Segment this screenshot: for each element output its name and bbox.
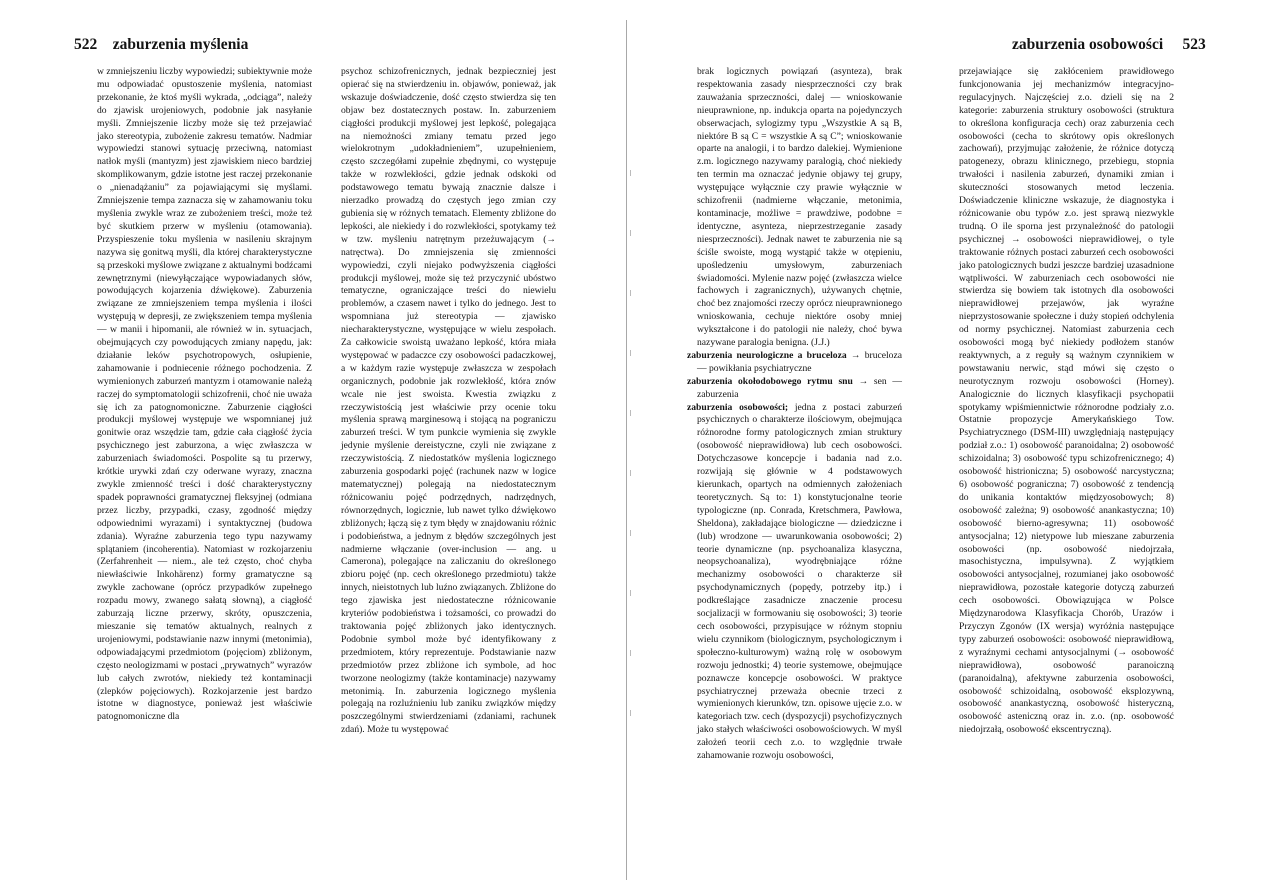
- gutter-marks: [630, 170, 631, 770]
- left-head-title: zaburzenia myślenia: [112, 36, 249, 53]
- entry-headword: zaburzenia osobowości;: [687, 401, 789, 413]
- right-column-2-text: przejawiające się zakłóceniem prawidłowego funkcjonowania jej mechanizmów integracyjno-regulacyjnych. Najczęściej z.o. dzieli się na 2 kategorie: zaburzenia struktury osobowości (struktura to określona konfiguracja cech) oraz zaburzenia cech osobowości (cecha to skrótowy opis określonych zachowań), przyjmując założenie, że różnice dotyczą patogenezy, obrazu klinicznego, przebiegu, stopnia trwałości i nasilenia zaburzeń, dynamiki zmian i skuteczności stosowanych metod leczenia. Doświadczenie kliniczne wskazuje, że diagnostyka i różnicowanie obu typów z.o. jest sprawą niezwykle trudną. O ile sporna jest przynależność do patologii psychicznej → osobowości nieprawidłowej, o tyle traktowanie różnych postaci zaburzeń cech osobowości jako patologicznych budzi jeszcze bardziej uzasadnione wątpliwości. W zaburzeniach cech osobowości nie stwierdza się bowiem tak istotnych dla osobowości nieprawidłowej przejawów, jak wyraźne nieprzystosowanie społeczne i duży stopień odchylenia od normy psychicznej. Natomiast zaburzenia cech osobowości mogą być niekiedy podłożem stanów reaktywnych, a z reguły są ważnym czynnikiem w powstawaniu nerwic, stąd mówi się często o neurotycznym rozwoju osobowości (Horney). Analogicznie do licznych klasyfikacji psychopatii spotykamy wpiśmiennictwie różnorodne podziały z.o. Ostatnie propozycje Amerykańskiego Tow. Psychiatrycznego (DSM-III) uwzględniają następujący podział z.o.: 1) osobowość paranoidalna; 2) osobowość schizoidalna; 3) osobowość typu schizofrenicznego; 4) osobowość histrioniczna; 5) osobowość narcystyczna; 6) osobowość pograniczna; 7) osobowość z tendencją do unikania kontaktów międzyosobowych; 8) osobowość zależna; 9) osobowość anankastyczna; 10) osobowość bierno-agresywna; 11) osobowość antysocjalna; 12) nietypowe lub mieszane zaburzenia osobowości (np. osobowość niedojrzała, masochistyczna, impulsywna). Z wyjątkiem osobowości antysocjalnej, rozumianej jako osobowość nieprawidłowa, pozostałe kategorie dotyczą zaburzeń cech osobowości. Obowiązująca w Polsce Międzynarodowa Klasyfikacja Chorób, Urazów i Przyczyn Zgonów (IX wersja) wyróżnia następujące typy zaburzeń osobowości: osobowość nieprawidłową, z wyraźnymi cechami antysocjalnymi (→ osobowość nieprawidłowa), osobowość paranoiczną (paranoidalną), afektywne zaburzenia osobowości, osobowość schizoidalną, osobowość eksplozywną, osobowość anankastyczną, osobowość histeryczną, osobowość asteniczną oraz in. z.o. (np. osobowość niedojrzałą, osobowość ekscentryczną).: [959, 66, 1174, 736]
- gutter-divider: [626, 20, 627, 880]
- right-column-1-cont-text: brak logicznych powiązań (asynteza), brak respektowania zasady niesprzeczności czy brak zauważania sprzeczności, dalej — wnioskowanie nieuprawnione, np. indukcja oparta na pojedynczych obserwacjach, sylogizmy typu „Wszystkie A są B, niektóre B są C = wszystkie A są C”; wnioskowanie oparte na analogii, i to bardzo dalekiej. Wymienione z.m. logicznego nazywamy paralogią, choć niekiedy ten termin ma oznaczać jedynie objawy tej grupy, występujące wyłącznie czy prawie wyłącznie w schizofrenii (nadmierne włączanie, metonimia, kontaminacje, możliwe = prawdziwe, podobne = identyczne, asynteza, nieprzestrzeganie zasady niesprzeczności). Jednak nawet te zaburzenia nie są ściśle swoiste, mogą wystąpić także w otępieniu, upośledzeniu umysłowym, zaburzeniach świadomości. Mylenie nazw pojęć (zwłaszcza wielce fachowych i zagranicznych), używanych chętnie, choć bez znajomości rzeczy oprócz nieuprawnionego wnioskowania, cechuje niektóre osoby mniej wykształcone i do patologii nie należy, choć bywa nazywane paralogia benigna. (J.J.): [697, 66, 902, 349]
- right-head-title: zaburzenia osobowości: [1012, 36, 1164, 53]
- entry-body: → sen — zaburzenia: [697, 375, 902, 400]
- left-column-1-text: w zmniejszeniu liczby wypowiedzi; subiektywnie może mu odpowiadać opustoszenie myślenia, natomiast przekonanie, że ktoś myśli wykrada, „odciąga”, należy do zjawisk urojeniowych, podobnie jak nasyłanie myśli. Zmniejszenie liczby może się też przejawiać jako stereotypia, zubożenie zakresu tematów. Nadmiar wypowiedzi stanowi sytuację przeciwną, natomiast natłok myśli (mantyzm) jest zjawiskiem nieco bardziej skomplikowanym, gdzie istotne jest raczej przekonanie o „nienadążaniu” za pojawiającymi się myślami. Zmniejszenie tempa zaznacza się w zahamowaniu toku myślenia zwykle wraz ze zubożeniem treści, może też być skutkiem przerw w myśleniu (otamowania). Przyspieszenie toku myślenia w nasileniu skrajnym nazywa się gonitwą myśli, dla której charakterystyczne są przeskoki myślowe związane z aktualnymi bodźcami zewnętrznymi (niewyłączające wypowiadanych słów, powodujących kojarzenia dźwiękowe). Zaburzenia związane ze zmniejszeniem tempa myślenia i ilości występują w depresji, ze zwiększeniem tempa myślenia — w manii i hipomanii, ale również w in. sytuacjach, obejmujących czy powodujących zmiany napędu, jak: działanie leków psychotropowych, osłupienie, zahamowanie i podniecenie różnego pochodzenia. Z wymienionych zaburzeń mantyzm i otamowanie należą raczej do symptomatologii schizofrenii, choć nie uważa się ich za patognomoniczne. Zaburzenie ciągłości produkcji myślowej występuje we wspomnianej już gonitwie oraz wszędzie tam, gdzie cała ciągłość życia psychicznego jest zaburzona, a więc zwłaszcza w zaburzeniach świadomości. Pospolite są tu przerwy, krótkie urywki zdań czy oderwane wyrazy, znaczna zwykle zmienność treści i dość charakterystyczny spadek poprawności gramatycznej fleksyjnej (odmiana przez liczby, przypadki, czasy, zgodność między odpowiednimi wyrazami) i syntaktycznej (budowa zdania). Wyraźne zaburzenia tego typu nazywamy splątaniem (incoherentia). Natomiast w rozkojarzeniu (Zerfahrenheit — niem., ale też często, choć chyba niewłaściwie Inkohärenz) formy gramatyczne są zwykle zachowane (oprócz przypadków zupełnego rozpadu mowy, zwanego sałatą słowną), a ciągłość zaburzają liczne przerwy, skróty, opuszczenia, mieszanie się tematów aktualnych, realnych z urojeniowymi, podstawianie nazw innymi (metonimia), odpowiadającymi przedmiotom (pojęciom) zbliżonym, często neologizmami w postaci „prywatnych” wyrazów lub całych zwrotów, niekiedy też kontaminacji (zlepków pojęciowych). Rozkojarzenie jest bardzo istotne w diagnostyce, ponieważ jest właściwie patognomoniczne dla: [97, 66, 312, 723]
- left-column-1: [97, 66, 312, 724]
- entry-headword: zaburzenia okołodobowego rytmu snu: [687, 375, 853, 387]
- right-column-2: [959, 66, 1174, 737]
- left-column-2: [341, 66, 556, 737]
- dictionary-entry: [687, 350, 902, 376]
- entry-body: jedna z postaci zaburzeń psychicznych o charakterze ilościowym, obejmująca różnorodne formy patologicznych zmian struktury (osobowość nieprawidłowa) lub cech osobowości. Dotychczasowe koncepcje i badania nad z.o. rozwijają się głównie w 4 podstawowych kierunkach, opartych na odmiennych założeniach teoretycznych. Są to: 1) konstytucjonalne teorie typologiczne (np. Conrada, Kretschmera, Pawłowa, Sheldona), zakładające biologiczne — dziedziczne i (lub) wrodzone — uwarunkowania osobowości; 2) teorie dynamiczne (np. psychoanaliza klasyczna, neopsychoanaliza), wyodrębniające różne mechanizmy osobowości o charakterze sił psychodynamicznych (popędy, potrzeby itp.) i podkreślające zasadnicze znaczenie procesu socjalizacji w formowaniu się osobowości; 3) teorie cech osobowości, przypisujące w różnym stopniu wielu czynnikom (biologicznym, psychologicznym i społeczno-kulturowym) ważną rolę w osobowym rozwoju jednostki; 4) teorie systemowe, obejmujące poznawcze koncepcje osobowości. W praktyce psychiatrycznej przeważa obecnie trzeci z wymienionych kierunków, tzn. opisowe ujęcie z.o. w kategoriach tzw. cech (dyspozycji) psychofizycznych jako stałych właściwości osobowościowych. W myśl założeń teorii cech z.o. to względnie trwałe zahamowanie rozwoju osobowości,: [697, 401, 902, 762]
- left-column-2-text: psychoz schizofrenicznych, jednak bezpieczniej jest opierać się na stwierdzeniu in. objawów, ponieważ, jak wskazuje doświadczenie, dość często stwierdza się ten objaw bez dostatecznych postaw. In. zaburzeniem ciągłości produkcji myślowej jest lepkość, polegająca na niemożności zmiany tematu przed jego wielokrotnym „udokładnieniem”, uzupełnieniem, często szczegółami zupełnie zbędnymi, co występuje także w rozwlekłości, gdzie jednak odskoki od podstawowego tematu bywają znacznie dalsze i nierzadko prowadzą do częstych jego zmian czy gubienia się w różnych tematach. Elementy zbliżone do lepkości, ale niekiedy i do rozwlekłości, spotykamy też w tzw. myśleniu natrętnym przeżuwającym (→ natręctwa). Do zmniejszenia się zmienności wypowiedzi, czyli niejako podwyższenia ciągłości produkcji myślowej, może się też przyczynić ubóstwo tematyczne, ograniczające treści do niewielu problemów, a czasem nawet i tylko do jednego. Jest to wspomniana już stereotypia — zjawisko niecharakterystyczne, występujące w wielu zespołach. Za całkowicie swoistą uważano lepkość, która miała występować w padaczce czy osobowości padaczkowej, a w każdym razie występuje zwłaszcza w zespołach organicznych, podobnie jak rozwlekłość, która znów wcale nie jest swoista. Kwestia związku z rzeczywistością jest właściwie przy ocenie toku myślenia sprawą marginesową i stojącą na pograniczu zaburzeń treści. W tym punkcie wymienia się zwykle jedynie myślenie dereistyczne, czyli nie związane z rzeczywistością. Z niedostatków myślenia logicznego zaburzenia gospodarki pojęć (rachunek nazw w logice matematycznej) polegają na niedostatecznym różnicowaniu pojęć podrzędnych, nadrzędnych, równorzędnych, logicznie, lub nawet tylko dźwiękowo zbliżonych; łączą się z tym błędy w znajdowaniu różnic i podobieństwa, a jednym z błędów szczególnych jest nadmierne włączanie (over-inclusion — ang. u Camerona), polegające na zaliczaniu do określonego zbioru pojęć (np. cech określonego przedmiotu) także innych, nieistotnych lub luźno związanych. Zbliżone do tego zjawiska jest niedostateczne różnicowanie kryteriów podobieństwa i tożsamości, co prowadzi do traktowania pojęć zbliżonych jako identycznych. Podobnie symbol może być identyfikowany z przedmiotem, który reprezentuje. Podstawianie nazw przedmiotów przez zbliżone ich symbole, ad hoc tworzone neologizmy (także kontaminacje) nazywamy metonimią. In. zaburzenia logicznego myślenia polegają na rozluźnieniu lub zaniku związków między poszczególnymi stwierdzeniami (zdaniami, rachunek zdań). Może tu występować: [341, 66, 556, 736]
- dictionary-entry: [687, 402, 902, 763]
- entry-body: → bruceloza — powikłania psychiatryczne: [697, 349, 902, 374]
- left-page-number: 522: [74, 36, 98, 53]
- right-page: [632, 0, 1262, 894]
- dictionary-entry: [687, 376, 902, 402]
- right-running-head: [1012, 36, 1206, 54]
- right-column-1: [687, 66, 902, 763]
- left-running-head: [74, 36, 248, 54]
- left-page: [0, 0, 620, 894]
- entry-headword: zaburzenia neurologiczne a bruceloza: [687, 349, 847, 361]
- right-page-number: 523: [1182, 36, 1206, 53]
